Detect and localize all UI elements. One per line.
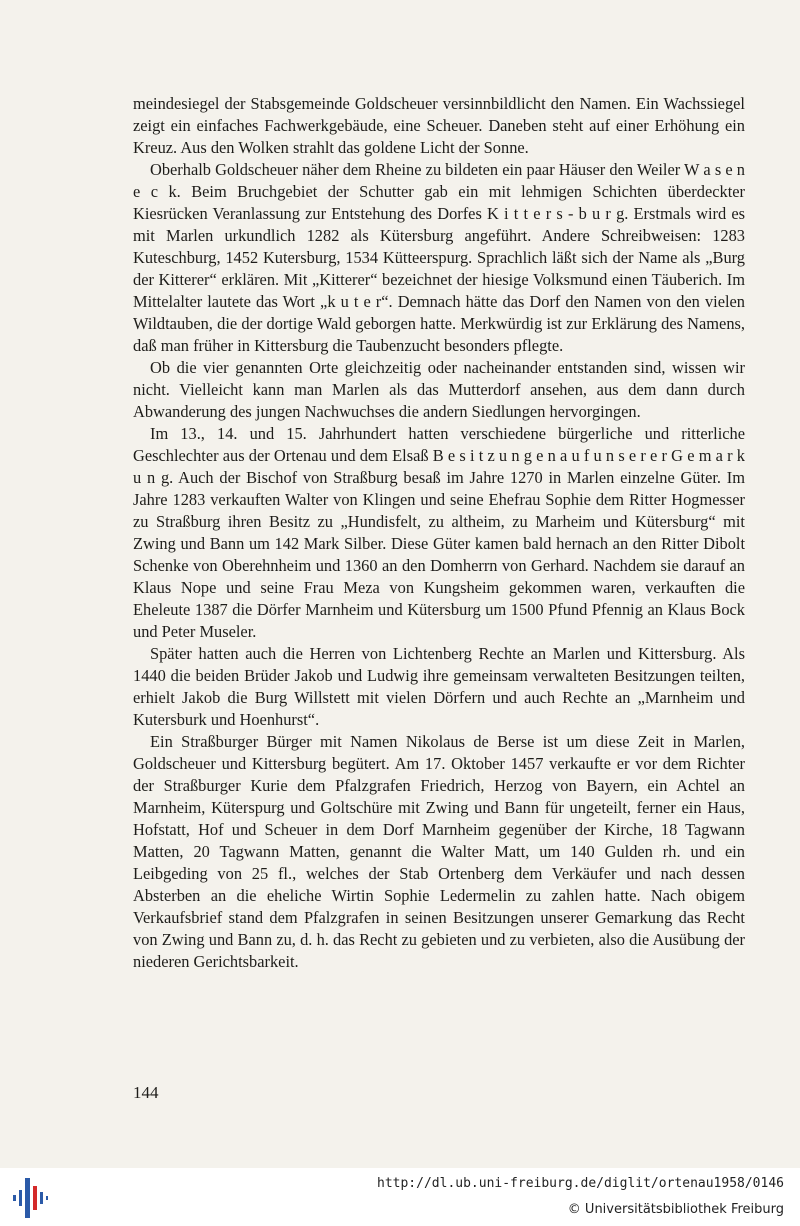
paragraph: Ob die vier genannten Orte gleichzeitig oder nacheinander entstanden sind, wissen wir nicht. Vielleicht kann man Marlen als das Mutterdorf ansehen, aus dem dann durch Abwanderung des jungen Nachwuchses die andern Siedlungen hervorgingen. xyxy=(133,358,745,421)
copyright-text: © Universitätsbibliothek Freiburg xyxy=(567,1202,784,1217)
body-text xyxy=(133,93,745,973)
footer-bar xyxy=(0,1168,800,1226)
ub-freiburg-logo-icon xyxy=(12,1178,52,1218)
paragraph: Oberhalb Goldscheuer näher dem Rheine zu bildeten ein paar Häuser den Weiler W a s e n e c k. Beim Bruchgebiet der Schutter gab ein mit lehmigen Schichten überdeckter Kiesrücken Veranlassung zur Entstehung des Dorfes K i t t e r s - b u r g. Erstmals wird es mit Marlen urkundlich 1282 als Kütersburg angeführt. Andere Schreibweisen: 1283 Kuteschburg, 1452 Kutersburg, 1534 Kütteerspurg. Sprachlich läßt sich der Name als „Burg der Kitterer“ erklären. Mit „Kitterer“ bezeichnet der hiesige Volksmund einen Täuberich. Im Mittelalter lautete das Wort „k u t e r“. Demnach hätte das Dorf den Namen von den vielen Wildtauben, die der dortige Wald geborgen hatte. Merkwürdig ist zur Erklärung des Namens, daß man früher in Kittersburg die Taubenzucht besonders pflegte. xyxy=(133,160,745,355)
paragraph: Ein Straßburger Bürger mit Namen Nikolaus de Berse ist um diese Zeit in Marlen, Goldscheuer und Kittersburg begütert. Am 17. Oktober 1457 verkaufte er vor dem Richter der Straßburger Kurie dem Pfalzgrafen Friedrich, Herzog von Bayern, ein Achtel an Marnheim, Küterspurg und Goltschüre mit Zwing und Bann für ungeteilt, ferner ein Haus, Hofstatt, Hof und Scheuer in dem Dorf Marnheim gegenüber der Kirche, 18 Tagwann Matten, 20 Tagwann Matten, genannt die Walter Matt, um 140 Gulden rh. und ein Leibgeding von 25 fl., welches der Stab Ortenberg dem Verkäufer und nach dessen Absterben an die eheliche Wirtin Sophie Ledermelin zu zahlen hatte. Nach obigem Verkaufsbrief stand dem Pfalzgrafen in seinen Besitzungen unserer Gemarkung das Recht von Zwing und Bann zu, d. h. das Recht zu gebieten und zu verbieten, also die Ausübung der niederen Gerichtsbarkeit. xyxy=(133,732,745,971)
paragraph: Später hatten auch die Herren von Lichtenberg Rechte an Marlen und Kittersburg. Als 1440 die beiden Brüder Jakob und Ludwig ihre gemeinsam verwalteten Besitzungen teilten, erhielt Jakob die Burg Willstett mit vielen Dörfern und auch Rechte an „Marnheim und Kutersburk und Hoenhurst“. xyxy=(133,644,745,729)
page-number: 144 xyxy=(133,1083,159,1102)
source-url-link[interactable]: http://dl.ub.uni-freiburg.de/diglit/ortenau1958/0146 xyxy=(377,1176,784,1191)
paragraph: meindesiegel der Stabsgemeinde Goldscheuer versinnbildlicht den Namen. Ein Wachssiegel zeigt ein einfaches Fachwerkgebäude, eine Scheuer. Daneben steht auf einer Erhöhung ein Kreuz. Aus den Wolken strahlt das goldene Licht der Sonne. xyxy=(133,94,745,157)
paragraph: Im 13., 14. und 15. Jahrhundert hatten verschiedene bürgerliche und ritterliche Geschlechter aus der Ortenau und dem Elsaß B e s i t z u n g e n a u f u n s e r e r G e m a r k u n g. Auch der Bischof von Straßburg besaß im Jahre 1270 in Marlen einzelne Güter. Im Jahre 1283 verkauften Walter von Klingen und seine Ehefrau Sophie dem Ritter Hogmesser zu Straßburg ihren Besitz zu „Hundisfelt, zu altheim, zu Marheim und Kütersburg“ mit Zwing und Bann um 142 Mark Silber. Diese Güter kamen bald hernach an den Ritter Dibolt Schenke von Oberehnheim und 1360 an den Domherrn von Gerhard. Nachdem sie darauf an Klaus Nope und seine Frau Meza von Kungsheim gekommen waren, verkauften die Eheleute 1387 die Dörfer Marnheim und Kütersburg um 1500 Pfund Pfennig an Klaus Bock und Peter Museler. xyxy=(133,424,745,641)
